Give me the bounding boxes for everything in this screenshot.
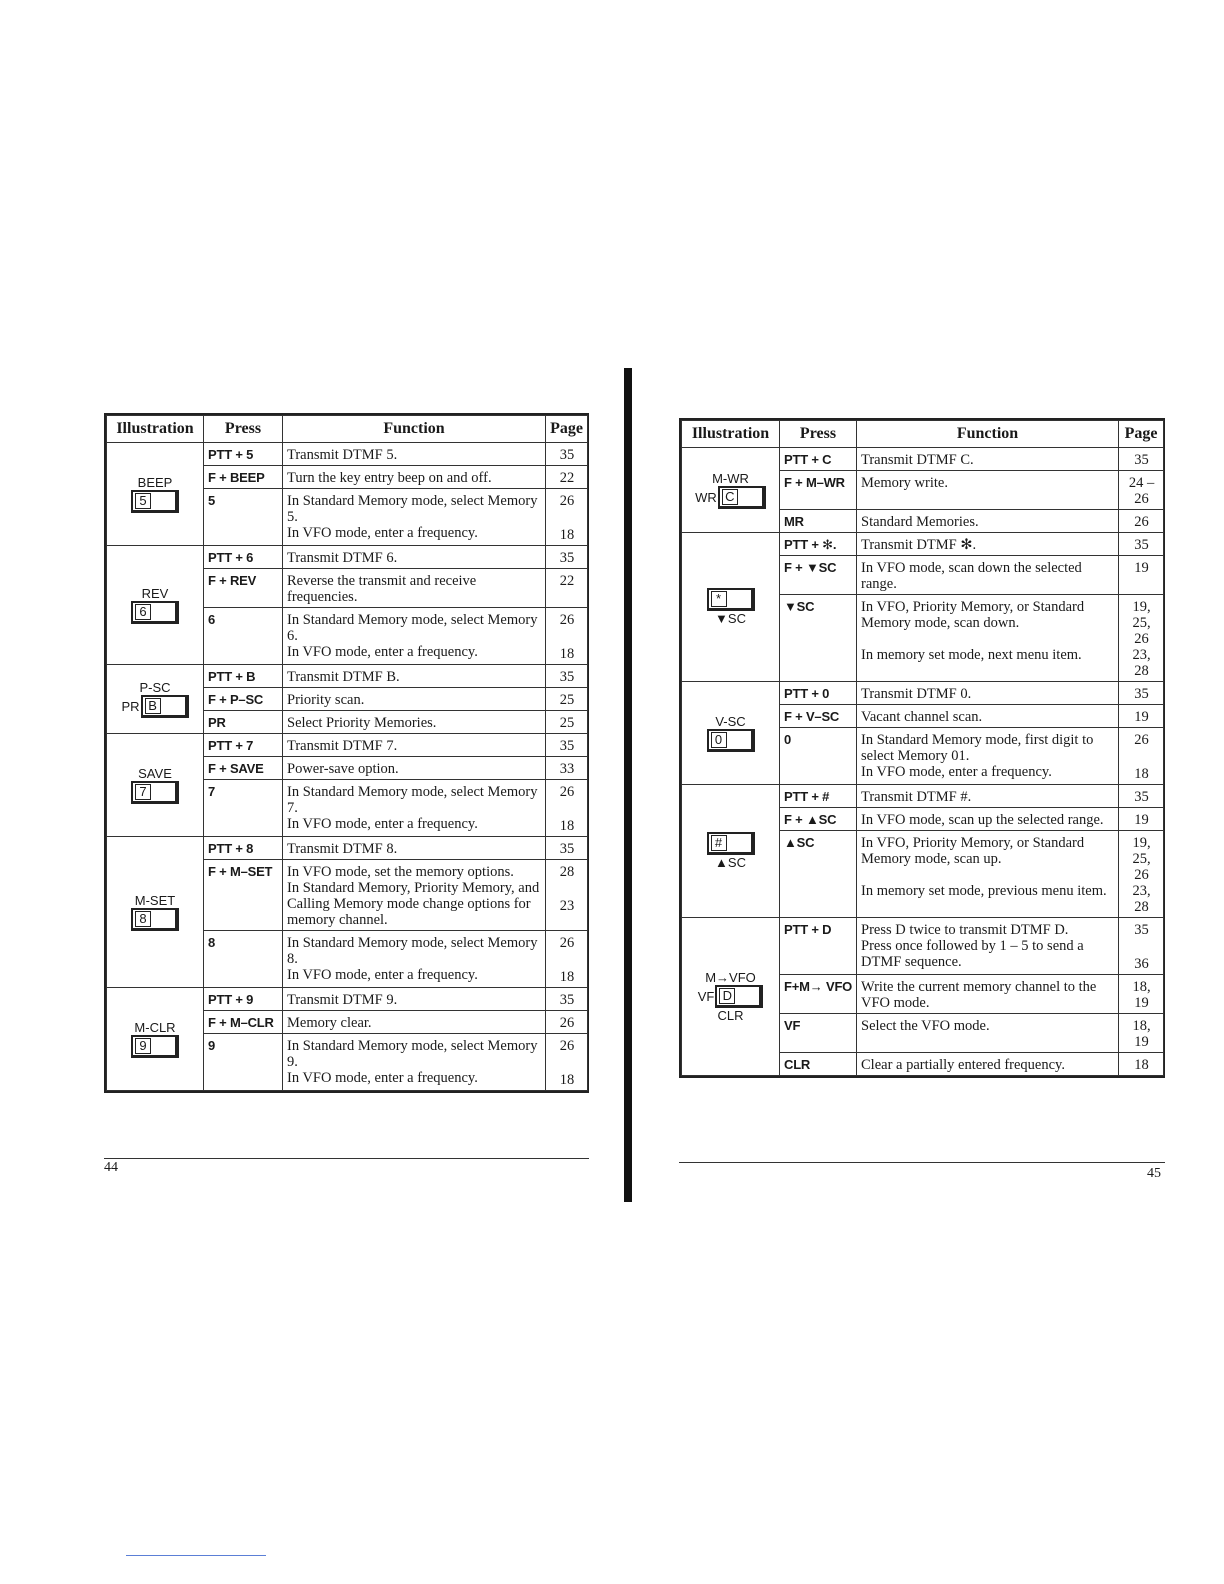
page-cell bbox=[546, 988, 588, 1011]
key-illustration bbox=[121, 680, 188, 718]
key-illustration bbox=[131, 766, 179, 804]
function-line: Priority scan. bbox=[287, 692, 365, 708]
key-illustration bbox=[707, 832, 755, 870]
function-cell bbox=[283, 757, 546, 780]
page-ref: 18 bbox=[1134, 766, 1149, 782]
illustration-cell bbox=[682, 918, 780, 1076]
function-cell bbox=[283, 489, 546, 546]
page-cell bbox=[1119, 975, 1164, 1014]
key-sublabel: ▼SC bbox=[715, 610, 746, 626]
page-ref: 18 bbox=[559, 527, 575, 543]
page-ref: 19 bbox=[1134, 995, 1149, 1011]
header-illustration: Illustration bbox=[682, 421, 780, 448]
press-cell: ▲SC bbox=[780, 831, 857, 918]
page-ref: 26 bbox=[1134, 867, 1149, 883]
key-prefix: PR bbox=[121, 699, 140, 714]
press-cell: PTT + # bbox=[780, 785, 857, 808]
page-ref: 26 bbox=[1134, 491, 1149, 507]
table-row bbox=[107, 734, 588, 757]
key-label: M-SET bbox=[134, 893, 176, 908]
header-function: Function bbox=[283, 416, 546, 443]
press-cell: F + SAVE bbox=[204, 757, 283, 780]
page-cell bbox=[1119, 595, 1164, 682]
page-ref: 22 bbox=[559, 573, 575, 589]
function-cell bbox=[283, 688, 546, 711]
table-row bbox=[682, 918, 1164, 975]
function-line: In VFO, Priority Memory, or Standard Memory mode, scan down. bbox=[861, 599, 1085, 631]
page-cell bbox=[1119, 682, 1164, 705]
page-cell bbox=[546, 569, 588, 608]
page-cell bbox=[546, 489, 588, 546]
function-cell bbox=[283, 665, 546, 688]
page-cell bbox=[546, 780, 588, 837]
function-line: In VFO mode, scan up the selected range. bbox=[861, 812, 1104, 828]
function-line: Power-save option. bbox=[287, 761, 399, 777]
key-glyph: 6 bbox=[135, 604, 151, 620]
function-line: Select Priority Memories. bbox=[287, 715, 437, 731]
page-cell bbox=[546, 860, 588, 931]
page-ref: 19 bbox=[1134, 1034, 1149, 1050]
page-cell bbox=[546, 837, 588, 860]
header-function: Function bbox=[857, 421, 1119, 448]
keypad-key-icon bbox=[707, 588, 755, 611]
page-ref: 26 bbox=[559, 784, 575, 800]
function-line: Memory write. bbox=[861, 475, 948, 491]
function-cell bbox=[283, 931, 546, 988]
press-cell: F + BEEP bbox=[204, 466, 283, 489]
function-line: In VFO mode, scan down the selected range. bbox=[861, 560, 1082, 592]
page-cell bbox=[1119, 1014, 1164, 1053]
key-label: M-WR bbox=[712, 471, 749, 486]
page-ref: 35 bbox=[1134, 686, 1149, 702]
table-row bbox=[682, 785, 1164, 808]
page-cell bbox=[1119, 728, 1164, 785]
key-label: BEEP bbox=[137, 475, 173, 490]
page-cell bbox=[546, 608, 588, 665]
function-line: In VFO mode, enter a frequency. bbox=[287, 525, 478, 541]
press-cell: F + V–SC bbox=[780, 705, 857, 728]
table-row bbox=[682, 448, 1164, 471]
function-cell bbox=[857, 975, 1119, 1014]
function-line: Transmit DTMF 7. bbox=[287, 738, 398, 754]
right-footer-rule bbox=[679, 1162, 1165, 1163]
page-ref: 28 bbox=[1134, 899, 1149, 915]
page-cell bbox=[1119, 785, 1164, 808]
page-cell bbox=[546, 1034, 588, 1091]
scan-artifact-line bbox=[126, 1555, 266, 1556]
keypad-key-icon bbox=[707, 832, 755, 855]
function-cell bbox=[283, 860, 546, 931]
table-row bbox=[107, 837, 588, 860]
function-cell bbox=[857, 808, 1119, 831]
left-table bbox=[104, 413, 589, 1093]
page-ref: 18 bbox=[559, 1072, 575, 1088]
header-press: Press bbox=[780, 421, 857, 448]
key-glyph: B bbox=[145, 698, 161, 714]
function-line: Turn the key entry beep on and off. bbox=[287, 470, 492, 486]
function-line: Write the current memory channel to the VFO mode. bbox=[861, 979, 1097, 1011]
header-page: Page bbox=[546, 416, 588, 443]
function-line: In VFO mode, enter a frequency. bbox=[287, 1070, 478, 1086]
page-ref: 19 bbox=[1134, 709, 1149, 725]
key-glyph: D bbox=[719, 988, 735, 1004]
page-ref: 35 bbox=[559, 841, 575, 857]
key-illustration bbox=[698, 970, 764, 1023]
press-cell: PTT + ✻. bbox=[780, 533, 857, 556]
page-cell bbox=[546, 711, 588, 734]
page-cell bbox=[1119, 808, 1164, 831]
page-cell bbox=[546, 734, 588, 757]
function-cell bbox=[283, 1034, 546, 1091]
keypad-key-icon bbox=[131, 601, 179, 624]
page-cell bbox=[1119, 448, 1164, 471]
page-ref: 26 bbox=[559, 493, 575, 509]
function-line: In memory set mode, previous menu item. bbox=[861, 883, 1107, 899]
page-ref: 18 bbox=[1134, 1057, 1149, 1073]
page-ref: 23, bbox=[1132, 647, 1151, 663]
page-cell bbox=[546, 546, 588, 569]
function-cell bbox=[283, 837, 546, 860]
illustration-cell bbox=[682, 682, 780, 785]
function-cell bbox=[283, 608, 546, 665]
function-line: In Standard Memory, Priority Memory, and Calling Memory mode change options for memory channel. bbox=[287, 880, 540, 928]
page-ref: 35 bbox=[559, 669, 575, 685]
illustration-cell bbox=[682, 448, 780, 533]
function-cell bbox=[857, 1014, 1119, 1053]
press-cell: 8 bbox=[204, 931, 283, 988]
function-line: Vacant channel scan. bbox=[861, 709, 983, 725]
page-ref: 25, bbox=[1132, 615, 1151, 631]
function-line: Memory clear. bbox=[287, 1015, 372, 1031]
press-cell: PTT + 7 bbox=[204, 734, 283, 757]
illustration-cell bbox=[107, 665, 204, 734]
function-cell bbox=[857, 448, 1119, 471]
right-page-number: 45 bbox=[1147, 1166, 1161, 1181]
left-table-body bbox=[107, 443, 588, 1091]
press-cell: 9 bbox=[204, 1034, 283, 1091]
page-ref: 18, bbox=[1132, 1018, 1151, 1034]
press-cell: PTT + C bbox=[780, 448, 857, 471]
key-illustration bbox=[131, 1020, 179, 1058]
function-line: Transmit DTMF 6. bbox=[287, 550, 398, 566]
function-line: In Standard Memory mode, select Memory 8. bbox=[287, 935, 538, 967]
keypad-key-icon bbox=[715, 985, 763, 1008]
press-cell: PR bbox=[204, 711, 283, 734]
function-line: Transmit DTMF ✻. bbox=[861, 537, 977, 553]
function-cell bbox=[857, 918, 1119, 975]
key-illustration bbox=[707, 714, 755, 752]
page-cell bbox=[1119, 705, 1164, 728]
press-cell: 7 bbox=[204, 780, 283, 837]
page-ref: 25 bbox=[559, 692, 575, 708]
page-cell bbox=[1119, 471, 1164, 510]
function-line: Transmit DTMF C. bbox=[861, 452, 974, 468]
function-cell bbox=[283, 734, 546, 757]
function-line: Transmit DTMF B. bbox=[287, 669, 400, 685]
press-cell: 0 bbox=[780, 728, 857, 785]
page-cell bbox=[1119, 918, 1164, 975]
right-table-body bbox=[682, 448, 1164, 1076]
keypad-key-icon bbox=[718, 486, 766, 509]
header-press: Press bbox=[204, 416, 283, 443]
press-cell: F + M–CLR bbox=[204, 1011, 283, 1034]
key-illustration bbox=[131, 586, 179, 624]
page-ref: 35 bbox=[1134, 789, 1149, 805]
page-ref: 28 bbox=[559, 864, 575, 880]
header-row bbox=[682, 421, 1164, 448]
function-line: In VFO mode, enter a frequency. bbox=[287, 816, 478, 832]
press-cell: PTT + 9 bbox=[204, 988, 283, 1011]
right-table bbox=[679, 418, 1165, 1078]
press-cell: VF bbox=[780, 1014, 857, 1053]
function-line: Reverse the transmit and receive frequencies. bbox=[287, 573, 477, 605]
page-cell bbox=[546, 688, 588, 711]
function-line: In memory set mode, next menu item. bbox=[861, 647, 1082, 663]
keypad-key-icon bbox=[131, 1035, 179, 1058]
key-illustration bbox=[695, 471, 766, 509]
page-cell bbox=[1119, 510, 1164, 533]
page-ref: 18 bbox=[559, 646, 575, 662]
key-glyph: 9 bbox=[135, 1038, 151, 1054]
key-illustration bbox=[131, 475, 179, 513]
function-cell bbox=[857, 705, 1119, 728]
page-ref: 19 bbox=[1134, 560, 1149, 576]
table-row bbox=[682, 682, 1164, 705]
press-cell: F + ▼SC bbox=[780, 556, 857, 595]
left-footer-rule bbox=[104, 1158, 589, 1159]
key-glyph: # bbox=[711, 835, 727, 851]
page-ref: 23, bbox=[1132, 883, 1151, 899]
illustration-cell bbox=[682, 785, 780, 918]
function-line: In VFO mode, enter a frequency. bbox=[287, 644, 478, 660]
function-cell bbox=[283, 988, 546, 1011]
page-ref: 19 bbox=[1134, 812, 1149, 828]
keypad-key-icon bbox=[131, 908, 179, 931]
press-cell: F + ▲SC bbox=[780, 808, 857, 831]
function-line: Transmit DTMF #. bbox=[861, 789, 972, 805]
key-sublabel: CLR bbox=[717, 1007, 744, 1023]
key-illustration bbox=[707, 588, 755, 626]
press-cell: F + M–WR bbox=[780, 471, 857, 510]
function-line: In VFO mode, set the memory options. bbox=[287, 864, 514, 880]
header-row bbox=[107, 416, 588, 443]
page-ref: 35 bbox=[559, 447, 575, 463]
function-cell bbox=[283, 546, 546, 569]
function-cell bbox=[283, 711, 546, 734]
press-cell: 5 bbox=[204, 489, 283, 546]
page-ref: 26 bbox=[1134, 631, 1149, 647]
page-ref: 26 bbox=[559, 612, 575, 628]
page-ref: 35 bbox=[559, 550, 575, 566]
press-cell: PTT + 8 bbox=[204, 837, 283, 860]
press-cell: F + M–SET bbox=[204, 860, 283, 931]
page-cell bbox=[1119, 831, 1164, 918]
press-cell: CLR bbox=[780, 1053, 857, 1076]
table-row bbox=[107, 988, 588, 1011]
keypad-key-icon bbox=[141, 695, 189, 718]
book-spine bbox=[624, 368, 632, 1202]
illustration-cell bbox=[107, 837, 204, 988]
page-ref: 26 bbox=[559, 935, 575, 951]
key-prefix: VF bbox=[697, 988, 715, 1004]
page-ref: 35 bbox=[1134, 922, 1149, 938]
function-cell bbox=[283, 1011, 546, 1034]
page-ref: 35 bbox=[559, 992, 575, 1008]
illustration-cell bbox=[107, 734, 204, 837]
function-line: In Standard Memory mode, select Memory 6. bbox=[287, 612, 538, 644]
press-cell: MR bbox=[780, 510, 857, 533]
function-cell bbox=[857, 510, 1119, 533]
key-label: M→VFO bbox=[705, 969, 756, 985]
function-cell bbox=[857, 533, 1119, 556]
function-line: Transmit DTMF 0. bbox=[861, 686, 972, 702]
press-cell: PTT + 5 bbox=[204, 443, 283, 466]
page-ref: 35 bbox=[1134, 537, 1149, 553]
press-cell: 6 bbox=[204, 608, 283, 665]
page-ref: 22 bbox=[559, 470, 575, 486]
press-cell: PTT + 0 bbox=[780, 682, 857, 705]
page-cell bbox=[546, 931, 588, 988]
page-ref: 33 bbox=[559, 761, 575, 777]
page-cell bbox=[1119, 556, 1164, 595]
function-cell bbox=[283, 443, 546, 466]
function-cell bbox=[283, 780, 546, 837]
page-ref: 26 bbox=[559, 1038, 575, 1054]
function-line: In VFO mode, enter a frequency. bbox=[287, 967, 478, 983]
key-glyph: 0 bbox=[711, 732, 727, 748]
keypad-key-icon bbox=[707, 729, 755, 752]
keypad-key-icon bbox=[131, 781, 179, 804]
function-line: In Standard Memory mode, select Memory 7. bbox=[287, 784, 538, 816]
key-glyph: 8 bbox=[135, 911, 151, 927]
press-cell: PTT + B bbox=[204, 665, 283, 688]
function-line: Clear a partially entered frequency. bbox=[861, 1057, 1065, 1073]
page-ref: 19, bbox=[1132, 835, 1151, 851]
function-line: In Standard Memory mode, select Memory 5. bbox=[287, 493, 538, 525]
page-ref: 23 bbox=[559, 898, 575, 914]
key-illustration bbox=[131, 893, 179, 931]
page-ref: 18 bbox=[559, 969, 575, 985]
page-ref: 25 bbox=[559, 715, 575, 731]
function-cell bbox=[857, 471, 1119, 510]
page-ref: 25, bbox=[1132, 851, 1151, 867]
page-ref: 24 – bbox=[1128, 475, 1155, 491]
key-label: P-SC bbox=[139, 680, 171, 695]
function-line: In VFO mode, enter a frequency. bbox=[861, 764, 1052, 780]
page-cell bbox=[546, 466, 588, 489]
press-cell: ▼SC bbox=[780, 595, 857, 682]
press-cell: F + REV bbox=[204, 569, 283, 608]
page-cell bbox=[546, 443, 588, 466]
press-cell: PTT + 6 bbox=[204, 546, 283, 569]
key-glyph: 5 bbox=[135, 493, 151, 509]
keypad-key-icon bbox=[131, 490, 179, 513]
illustration-cell bbox=[107, 546, 204, 665]
illustration-cell bbox=[107, 443, 204, 546]
function-line: Select the VFO mode. bbox=[861, 1018, 990, 1034]
header-illustration: Illustration bbox=[107, 416, 204, 443]
function-cell bbox=[283, 466, 546, 489]
press-cell: F+M→ VFO bbox=[780, 975, 857, 1014]
function-cell bbox=[857, 785, 1119, 808]
left-page-number: 44 bbox=[104, 1160, 118, 1175]
function-line: Transmit DTMF 5. bbox=[287, 447, 398, 463]
key-label: M-CLR bbox=[134, 1020, 176, 1035]
function-line: Press D twice to transmit DTMF D. bbox=[861, 922, 1069, 938]
page-ref: 18, bbox=[1132, 979, 1151, 995]
page-ref: 35 bbox=[1134, 452, 1149, 468]
page-ref: 36 bbox=[1134, 956, 1149, 972]
illustration-cell bbox=[682, 533, 780, 682]
function-cell bbox=[857, 682, 1119, 705]
key-label: V-SC bbox=[715, 714, 746, 729]
page-ref: 26 bbox=[1134, 732, 1149, 748]
page-ref: 28 bbox=[1134, 663, 1149, 679]
page-cell bbox=[546, 757, 588, 780]
key-sublabel: ▲SC bbox=[715, 854, 746, 870]
table-row bbox=[682, 533, 1164, 556]
function-cell bbox=[283, 569, 546, 608]
page-ref: 19, bbox=[1132, 599, 1151, 615]
page-cell bbox=[546, 665, 588, 688]
function-cell bbox=[857, 831, 1119, 918]
function-cell bbox=[857, 1053, 1119, 1076]
key-glyph: C bbox=[722, 489, 738, 505]
function-line: In VFO, Priority Memory, or Standard Memory mode, scan up. bbox=[861, 835, 1085, 867]
function-line: Transmit DTMF 8. bbox=[287, 841, 398, 857]
function-line: Transmit DTMF 9. bbox=[287, 992, 398, 1008]
press-cell: F + P–SC bbox=[204, 688, 283, 711]
page-cell bbox=[546, 1011, 588, 1034]
page-ref: 35 bbox=[559, 738, 575, 754]
page-cell bbox=[1119, 1053, 1164, 1076]
key-prefix: WR bbox=[695, 490, 717, 505]
table-row bbox=[107, 443, 588, 466]
page-cell bbox=[1119, 533, 1164, 556]
table-row bbox=[107, 546, 588, 569]
table-row bbox=[107, 665, 588, 688]
key-label: REV bbox=[141, 586, 169, 601]
function-line: In Standard Memory mode, select Memory 9. bbox=[287, 1038, 538, 1070]
page-ref: 26 bbox=[559, 1015, 575, 1031]
function-line: In Standard Memory mode, first digit to select Memory 01. bbox=[861, 732, 1094, 764]
key-label: SAVE bbox=[138, 766, 172, 781]
press-cell: PTT + D bbox=[780, 918, 857, 975]
function-line: Standard Memories. bbox=[861, 514, 979, 530]
key-glyph: * bbox=[711, 591, 727, 607]
illustration-cell bbox=[107, 988, 204, 1091]
page-ref: 18 bbox=[559, 818, 575, 834]
key-glyph: 7 bbox=[135, 784, 151, 800]
function-line: Press once followed by 1 – 5 to send a DTMF sequence. bbox=[861, 938, 1084, 970]
function-cell bbox=[857, 728, 1119, 785]
header-page: Page bbox=[1119, 421, 1164, 448]
function-cell bbox=[857, 556, 1119, 595]
function-cell bbox=[857, 595, 1119, 682]
page-ref: 26 bbox=[1134, 514, 1149, 530]
